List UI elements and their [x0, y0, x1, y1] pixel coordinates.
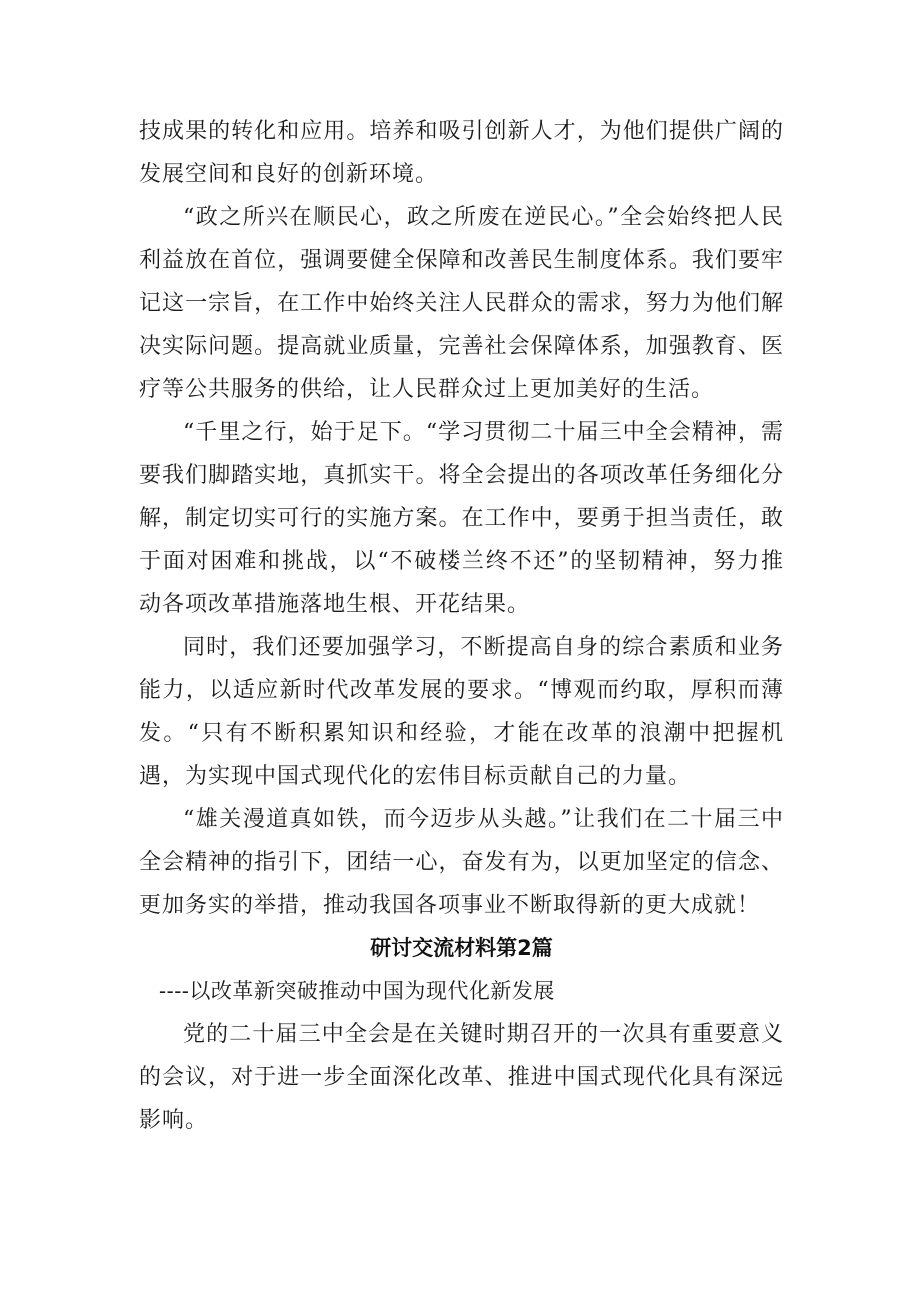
section-intro-paragraph: 党的二十届三中全会是在关键时期召开的一次具有重要意义的会议，对于进一步全面深化改革、推进中国式现代化具有深远影响。 [139, 1022, 784, 1133]
section-title: 研讨交流材料第2篇 [370, 936, 553, 960]
paragraph-conclusion: “雄关漫道真如铁，而今迈步从头越。”让我们在二十届三中全会精神的指引下，团结一心，奋发有为，以更加坚定的信念、更加务实的举措，推动我国各项事业不断取得新的更大成就！ [139, 807, 784, 918]
document-body [139, 110, 784, 1142]
paragraph-learning: 同时，我们还要加强学习，不断提高自身的综合素质和业务能力，以适应新时代改革发展的要求。“博观而约取，厚积而薄发。“只有不断积累知识和经验，才能在改革的浪潮中把握机遇，为实现中国式现代化的宏伟目标贡献自己的力量。 [139, 635, 784, 789]
paragraph-practical-action: “千里之行，始于足下。“学习贯彻二十届三中全会精神，需要我们脚踏实地，真抓实干。将全会提出的各项改革任务细化分解，制定切实可行的实施方案。在工作中，要勇于担当责任，敢于面对困难和挑战，以“不破楼兰终不还”的坚韧精神，努力推动各项改革措施落地生根、开花结果。 [139, 420, 784, 617]
section-subtitle: ----以改革新突破推动中国为现代化新发展 [159, 979, 555, 1003]
paragraph-continuation: 技成果的转化和应用。培养和吸引创新人才，为他们提供广阔的发展空间和良好的创新环境。 [139, 119, 784, 187]
paragraph-people-livelihood: “政之所兴在顺民心，政之所废在逆民心。”全会始终把人民利益放在首位，强调要健全保障和改善民生制度体系。我们要牢记这一宗旨，在工作中始终关注人民群众的需求，努力为他们解决实际问题。提高就业质量，完善社会保障体系，加强教育、医疗等公共服务的供给，让人民群众过上更加美好的生活。 [139, 205, 784, 402]
